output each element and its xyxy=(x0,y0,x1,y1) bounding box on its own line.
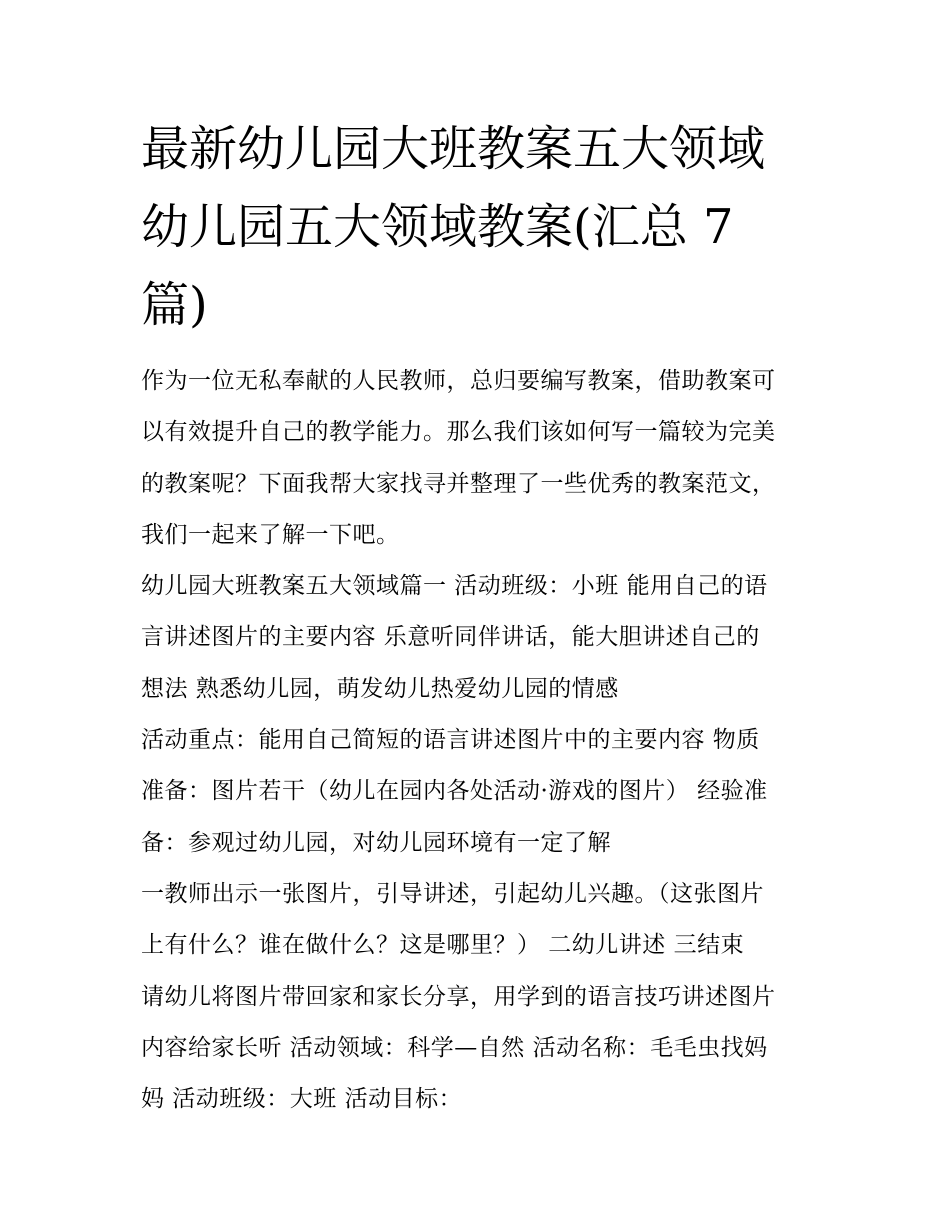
body-line: 活动重点：能用自己简短的语言讲述图片中的主要内容 物质 xyxy=(141,727,760,754)
body-line: 以有效提升自己的教学能力。那么我们该如何写一篇较为完美 xyxy=(141,419,776,446)
body-line: 想法 熟悉幼儿园，萌发幼儿热爱幼儿园的情感 xyxy=(141,675,619,702)
title-line-3: 篇) xyxy=(141,277,208,333)
body-line: 准备：图片若干（幼儿在园内各处活动·游戏的图片） 经验准 xyxy=(141,778,768,805)
body-line: 的教案呢？下面我帮大家找寻并整理了一些优秀的教案范文， xyxy=(141,470,776,497)
title-line-1: 最新幼儿园大班教案五大领域 xyxy=(141,121,766,177)
body-line: 作为一位无私奉献的人民教师，总归要编写教案，借助教案可 xyxy=(141,368,776,394)
body-line: 上有什么？谁在做什么？这是哪里？） 二幼儿讲述 三结束 xyxy=(141,932,745,959)
body-line: 我们一起来了解一下吧。 xyxy=(141,521,400,548)
document-body xyxy=(141,356,821,1125)
document-title xyxy=(141,110,821,344)
body-line: 一教师出示一张图片，引导讲述，引起幼儿兴趣。（这张图片 xyxy=(141,880,764,907)
body-line: 幼儿园大班教案五大领域篇一 活动班级：小班 能用自己的语 xyxy=(141,573,768,600)
body-line: 言讲述图片的主要内容 乐意听同伴讲话，能大胆讲述自己的 xyxy=(141,624,760,651)
body-line: 内容给家长听 活动领域：科学—自然 活动名称：毛毛虫找妈 xyxy=(141,1034,768,1061)
body-line: 妈 活动班级：大班 活动目标： xyxy=(141,1086,463,1113)
body-line: 请幼儿将图片带回家和家长分享，用学到的语言技巧讲述图片 xyxy=(141,983,776,1010)
title-line-2: 幼儿园五大领域教案(汇总 7 xyxy=(141,199,734,255)
body-line: 备：参观过幼儿园，对幼儿园环境有一定了解 xyxy=(141,829,611,856)
